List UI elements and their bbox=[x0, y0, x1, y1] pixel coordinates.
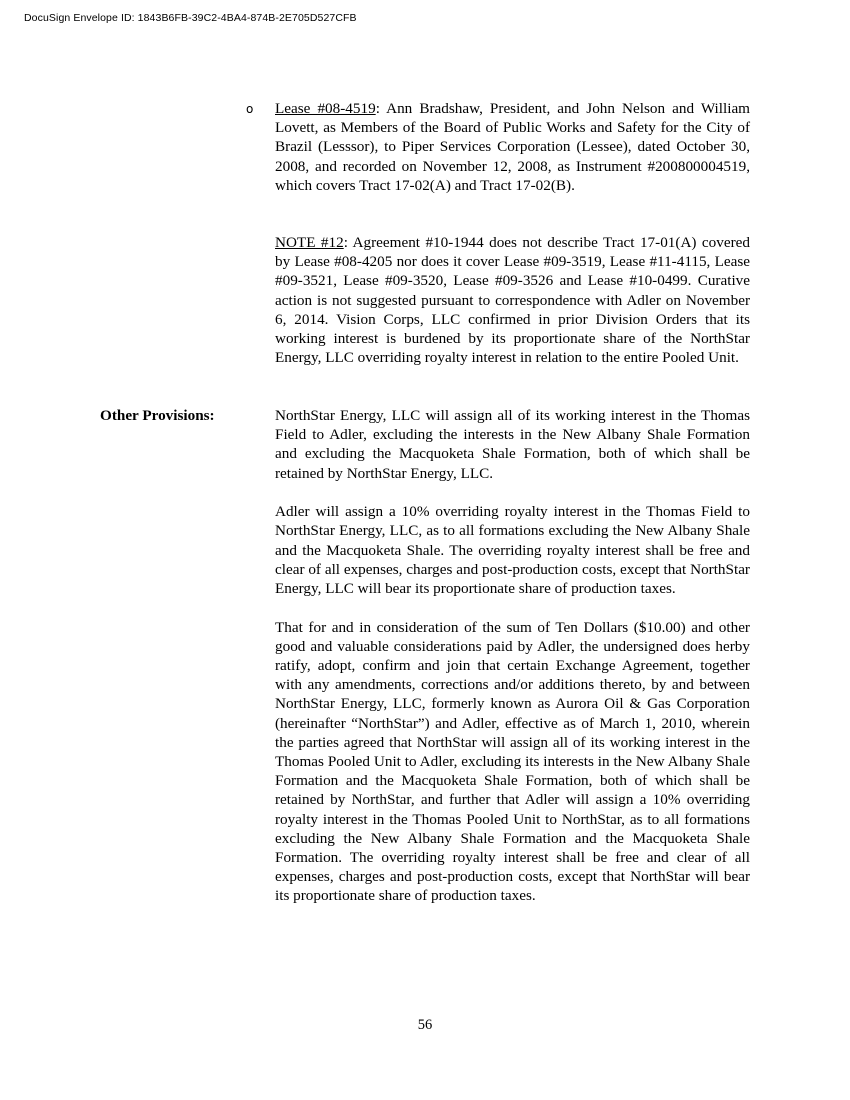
lease-label: Lease #08-4519 bbox=[275, 100, 376, 117]
other-provisions-heading: Other Provisions: bbox=[100, 407, 215, 424]
lease-text: : Ann Bradshaw, President, and John Nelson and William Lovett, as Members of the Board of Public Works and Safety for the City of Brazil (Lesssor), to Piper Services Corporation (Lessee), dated October 30, 2008, and recorded on November 12, 2008, as Instrument #200800004519, which covers Tract 17-02(A) and Tract 17-02(B). bbox=[275, 100, 750, 194]
note-label: NOTE #12 bbox=[275, 234, 344, 251]
note-text: : Agreement #10-1944 does not describe Tract 17-01(A) covered by Lease #08-4205 nor does it cover Lease #09-3519, Lease #11-4115, Lease #09-3521, Lease #09-3520, Lease #09-3526 and Lease #10-0499. Curative action is not suggested pursuant to correspondence with Adler on November 6, 2014. Vision Corps, LLC confirmed in prior Division Orders that its working interest is burdened by its proportionate share of the NorthStar Energy, LLC overriding royalty interest in relation to the entire Pooled Unit. bbox=[275, 234, 750, 367]
note-12-block bbox=[275, 233, 750, 367]
provision-paragraph-1: NorthStar Energy, LLC will assign all of its working interest in the Thomas Field to Adler, excluding the interests in the New Albany Shale Formation and excluding the Macquoketa Shale Formation, both of which shall be retained by NorthStar Energy, LLC. bbox=[275, 407, 750, 482]
hollow-bullet-icon: o bbox=[246, 102, 254, 116]
lease-paragraph bbox=[275, 99, 750, 195]
provision-paragraph-2: Adler will assign a 10% overriding royalty interest in the Thomas Field to NorthStar Energy, LLC, as to all formations excluding the New Albany Shale and the Macquoketa Shale. The overriding royalty interest shall be free and clear of all expenses, charges and post-production costs, except that NorthStar Energy, LLC will bear its proportionate share of production taxes. bbox=[275, 503, 750, 598]
page-number: 56 bbox=[417, 1017, 433, 1033]
provision-paragraph-3: That for and in consideration of the sum of Ten Dollars ($10.00) and other good and valuable considerations paid by Adler, the undersigned does herby ratify, adopt, confirm and join that certain Exchange Agreement, together with any amendments, corrections and/or additions thereto, by and between NorthStar Energy, LLC, formerly known as Aurora Oil & Gas Corporation (hereinafter “NorthStar”) and Adler, effective as of March 1, 2010, wherein the parties agreed that NorthStar will assign all of its working interest in the Thomas Pooled Unit to Adler, excluding its interests in the New Albany Shale Formation and the Macquoketa Shale Formation, both of which shall be retained by NorthStar, and further that Adler will assign a 10% overriding royalty interest in the Thomas Pooled Unit to NorthStar, as to all formations excluding the New Albany Shale Formation and the Macquoketa Shale Formation. The overriding royalty interest shall be free and clear of all expenses, charges and post-production costs, except that NorthStar will bear its proportionate share of production taxes. bbox=[275, 618, 750, 905]
other-provisions-body bbox=[275, 406, 750, 906]
note-paragraph bbox=[275, 233, 750, 367]
docusign-envelope-id: DocuSign Envelope ID: 1843B6FB-39C2-4BA4-874B-2E705D527CFB bbox=[24, 12, 357, 24]
lease-bullet-item bbox=[246, 99, 750, 195]
